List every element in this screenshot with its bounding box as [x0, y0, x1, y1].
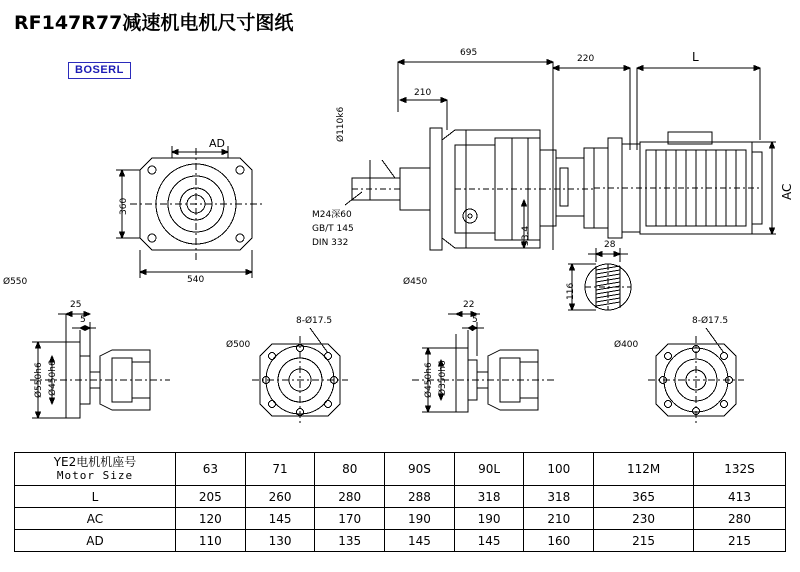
std-gb-label: GB/T 145 — [312, 224, 354, 234]
table-cell: 120 — [176, 508, 246, 530]
dia-550h6-label: Ø550h6 — [34, 362, 44, 398]
table-cell: 110 — [176, 530, 246, 552]
holes-a-label: 8-Ø17.5 — [296, 316, 333, 326]
motor-size-table — [14, 452, 786, 552]
dia-450-label: Ø450 — [403, 277, 428, 287]
table-row-label: AC — [15, 508, 176, 530]
brand-logo: BOSERL — [68, 62, 131, 79]
dia-350h6-label: Ø350h6 — [438, 360, 448, 396]
table-cell-size: 90S — [385, 453, 455, 486]
dim-AD-label: AD — [209, 137, 225, 150]
table-header-en: Motor Size — [56, 469, 134, 482]
table-cell-size: 112M — [594, 453, 694, 486]
table-cell: 130 — [245, 530, 315, 552]
table-cell: 280 — [694, 508, 786, 530]
dia-450h6-label: Ø450h6 — [48, 360, 58, 396]
table-cell: 365 — [594, 486, 694, 508]
dim-360-label: 360 — [119, 197, 129, 215]
table-row — [15, 530, 786, 552]
dia-400-label: Ø400 — [614, 340, 639, 350]
dia-550-label: Ø550 — [3, 277, 28, 287]
table-cell-size: 132S — [694, 453, 786, 486]
dim-220-label: 220 — [577, 54, 595, 64]
dim-540-label: 540 — [187, 275, 205, 285]
table-cell-size: 90L — [454, 453, 524, 486]
page-title: RF147R77减速机电机尺寸图纸 — [14, 12, 294, 34]
table-cell-size: 80 — [315, 453, 385, 486]
table-cell: 145 — [245, 508, 315, 530]
thread-m24-label: M24深60 — [312, 210, 352, 220]
table-cell: 288 — [385, 486, 455, 508]
table-cell: 318 — [524, 486, 594, 508]
table-cell: 205 — [176, 486, 246, 508]
table-header-row — [15, 453, 786, 486]
dim-28-label: 28 — [604, 240, 616, 250]
table-cell: 215 — [594, 530, 694, 552]
table-cell: 135 — [315, 530, 385, 552]
table-cell: 190 — [454, 508, 524, 530]
dim-5a-label: 5 — [80, 315, 86, 325]
dim-695-label: 695 — [460, 48, 478, 58]
dim-5b-label: 5 — [472, 315, 478, 325]
table-cell: 260 — [245, 486, 315, 508]
dia-450h6-b-label: Ø450h6 — [424, 362, 434, 398]
dia-110k6-label: Ø110k6 — [336, 106, 346, 142]
table-header-cn: YE2电机机座号 — [53, 455, 137, 469]
table-row-label: L — [15, 486, 176, 508]
holes-b-label: 8-Ø17.5 — [692, 316, 729, 326]
table-cell: 280 — [315, 486, 385, 508]
table-cell: 145 — [385, 530, 455, 552]
table-cell-size: 63 — [176, 453, 246, 486]
table-cell: 215 — [694, 530, 786, 552]
table-cell-size: 100 — [524, 453, 594, 486]
dia-500-label: Ø500 — [226, 340, 251, 350]
std-din-label: DIN 332 — [312, 238, 349, 248]
dim-AC-label: AC — [780, 183, 794, 200]
dim-116-label: 116 — [566, 282, 576, 300]
table-row — [15, 486, 786, 508]
dim-25-label: 25 — [70, 300, 82, 310]
table-cell-size: 71 — [245, 453, 315, 486]
dim-22-label: 22 — [463, 300, 475, 310]
table-row — [15, 508, 786, 530]
dim-334-label: 33.4 — [521, 225, 531, 246]
dim-210-label: 210 — [414, 88, 432, 98]
table-cell: 170 — [315, 508, 385, 530]
dim-L-label: L — [692, 50, 699, 64]
table-cell: 413 — [694, 486, 786, 508]
table-cell: 190 — [385, 508, 455, 530]
table-cell: 318 — [454, 486, 524, 508]
table-cell: 160 — [524, 530, 594, 552]
table-cell: 210 — [524, 508, 594, 530]
table-cell: 230 — [594, 508, 694, 530]
table-cell: 145 — [454, 530, 524, 552]
table-row-label: AD — [15, 530, 176, 552]
